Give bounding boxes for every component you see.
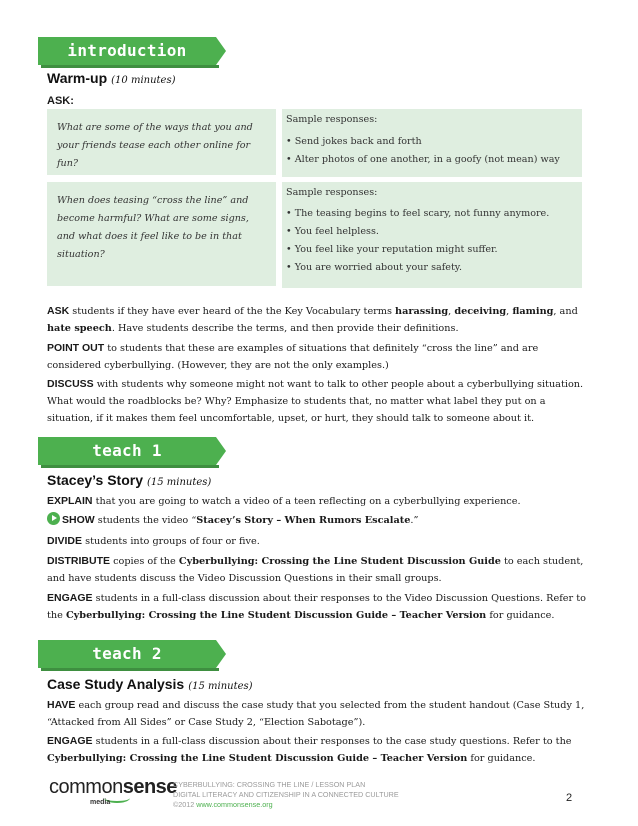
- page-footer: [0, 768, 638, 826]
- text: , and: [553, 306, 578, 317]
- text: students if they have ever heard of the the Key Vocabulary terms: [69, 306, 396, 317]
- text: .”: [410, 515, 419, 526]
- teach1-heading: [47, 472, 211, 488]
- section-ribbon-teach-1: [38, 437, 216, 465]
- footer-link[interactable]: www.commonsense.org: [196, 800, 273, 809]
- keyword: ENGAGE: [47, 735, 93, 747]
- section-label: teach 2: [92, 644, 162, 663]
- keyword: EXPLAIN: [47, 495, 93, 507]
- divide-paragraph: [47, 533, 587, 550]
- text: to each student, and have students discuss the Video Discussion Questions in their small groups.: [47, 556, 584, 584]
- keyword: DISCUSS: [47, 378, 94, 390]
- response-item: • Send jokes back and forth: [286, 136, 422, 147]
- text: for guidance.: [467, 753, 536, 764]
- explain-paragraph: [47, 493, 587, 510]
- keyword: ENGAGE: [47, 592, 93, 604]
- section-label: teach 1: [92, 441, 162, 460]
- footer-text: [173, 780, 399, 810]
- page-number: 2: [566, 792, 573, 804]
- responses-box-1: [282, 109, 582, 177]
- guide-title: Cyberbullying: Crossing the Line Student Discussion Guide: [178, 556, 501, 567]
- text: students in a full-class discussion about their responses to the case study questions. Refer to the: [92, 736, 572, 747]
- warmup-title: Warm-up: [47, 70, 108, 86]
- text: students in a full-class discussion about their responses to the Video Discussion Questions. Refer to the: [47, 593, 586, 621]
- text: to students that these are examples of situations that definitely “cross the line” and are considered cyberbullying. (However, they are not the only examples.): [47, 343, 539, 371]
- section-ribbon-teach-2: [38, 640, 216, 668]
- keyword: HAVE: [47, 699, 76, 711]
- question-box-2: [47, 182, 276, 286]
- distribute-paragraph: [47, 553, 587, 587]
- teach1-title: Stacey’s Story: [47, 472, 143, 488]
- ask-label: ASK:: [47, 95, 74, 107]
- keyword: POINT OUT: [47, 342, 105, 354]
- engage-paragraph-2: [47, 733, 587, 767]
- response-item: • You feel helpless.: [286, 226, 379, 237]
- teach2-title: Case Study Analysis: [47, 676, 185, 692]
- copyright: ©2012: [173, 800, 197, 809]
- have-paragraph: [47, 697, 587, 731]
- responses-label: Sample responses:: [286, 187, 378, 198]
- text: copies of the: [110, 556, 179, 567]
- video-title: Stacey’s Story – When Rumors Escalate: [196, 515, 411, 526]
- teach2-heading: [47, 676, 253, 692]
- play-icon[interactable]: [47, 512, 60, 525]
- vocab-term: flaming: [512, 306, 554, 317]
- vocab-term: deceiving: [454, 306, 507, 317]
- response-item: • You feel like your reputation might suffer.: [286, 244, 498, 255]
- discuss-paragraph: [47, 376, 587, 427]
- vocab-term: harassing: [395, 306, 449, 317]
- keyword: SHOW: [62, 514, 95, 526]
- responses-box-2: [282, 182, 582, 288]
- common-sense-logo: [49, 776, 177, 799]
- guide-title: Cyberbullying: Crossing the Line Student Discussion Guide – Teacher Version: [47, 753, 468, 764]
- text: for guidance.: [486, 610, 555, 621]
- text: students into groups of four or five.: [82, 536, 260, 547]
- keyword: DISTRIBUTE: [47, 555, 110, 567]
- response-item: • You are worried about your safety.: [286, 262, 462, 273]
- ask-paragraph: [47, 303, 587, 337]
- section-ribbon-introduction: [38, 37, 216, 65]
- text: ,: [448, 306, 455, 317]
- footer-line: DIGITAL LITERACY AND CITIZENSHIP IN A CONNECTED CULTURE: [173, 790, 399, 799]
- text: . Have students describe the terms, and then provide their definitions.: [111, 323, 459, 334]
- question-text: When does teasing “cross the line” and become harmful? What are some signs, and what does it feel like to be in that situation?: [57, 195, 249, 260]
- text: with students why someone might not want to talk to other people about a cyberbullying situation. What would the roadblocks be? Why? Emphasize to students that, no matter what label they put on a situation, if it makes them feel uncomfortable, upset, or hurt, they should talk to someone about it.: [47, 379, 584, 424]
- text: ,: [506, 306, 513, 317]
- footer-line: CYBERBULLYING: CROSSING THE LINE / LESSON PLAN: [173, 780, 366, 789]
- engage-paragraph-1: [47, 590, 587, 624]
- response-item: • Alter photos of one another, in a goofy (not mean) way: [286, 154, 560, 165]
- text: that you are going to watch a video of a teen reflecting on a cyberbullying experience.: [92, 496, 521, 507]
- response-item: • The teasing begins to feel scary, not funny anymore.: [286, 208, 550, 219]
- section-label: introduction: [67, 41, 187, 60]
- teach2-duration: (15 minutes): [188, 681, 253, 692]
- text: students the video “: [94, 515, 197, 526]
- logo-media: media: [90, 799, 111, 806]
- logo-sense: sense: [122, 776, 177, 798]
- logo-common: common: [49, 776, 123, 798]
- warmup-heading: [47, 70, 176, 86]
- point-out-paragraph: [47, 340, 587, 374]
- responses-label: Sample responses:: [286, 114, 378, 125]
- keyword: ASK: [47, 305, 70, 317]
- show-paragraph: [47, 512, 587, 529]
- question-box-1: [47, 109, 276, 175]
- warmup-duration: (10 minutes): [111, 75, 176, 86]
- teach1-duration: (15 minutes): [146, 477, 212, 488]
- keyword: DIVIDE: [47, 535, 83, 547]
- text: each group read and discuss the case study that you selected from the student handout (Case Study 1, “Attacked from All Sides” or Case Study 2, “Election Sabotage”).: [47, 700, 585, 728]
- guide-title: Cyberbullying: Crossing the Line Student Discussion Guide – Teacher Version: [65, 610, 487, 621]
- vocab-term: hate speech: [47, 323, 112, 334]
- question-text: What are some of the ways that you and your friends tease each other online for fun?: [57, 122, 253, 169]
